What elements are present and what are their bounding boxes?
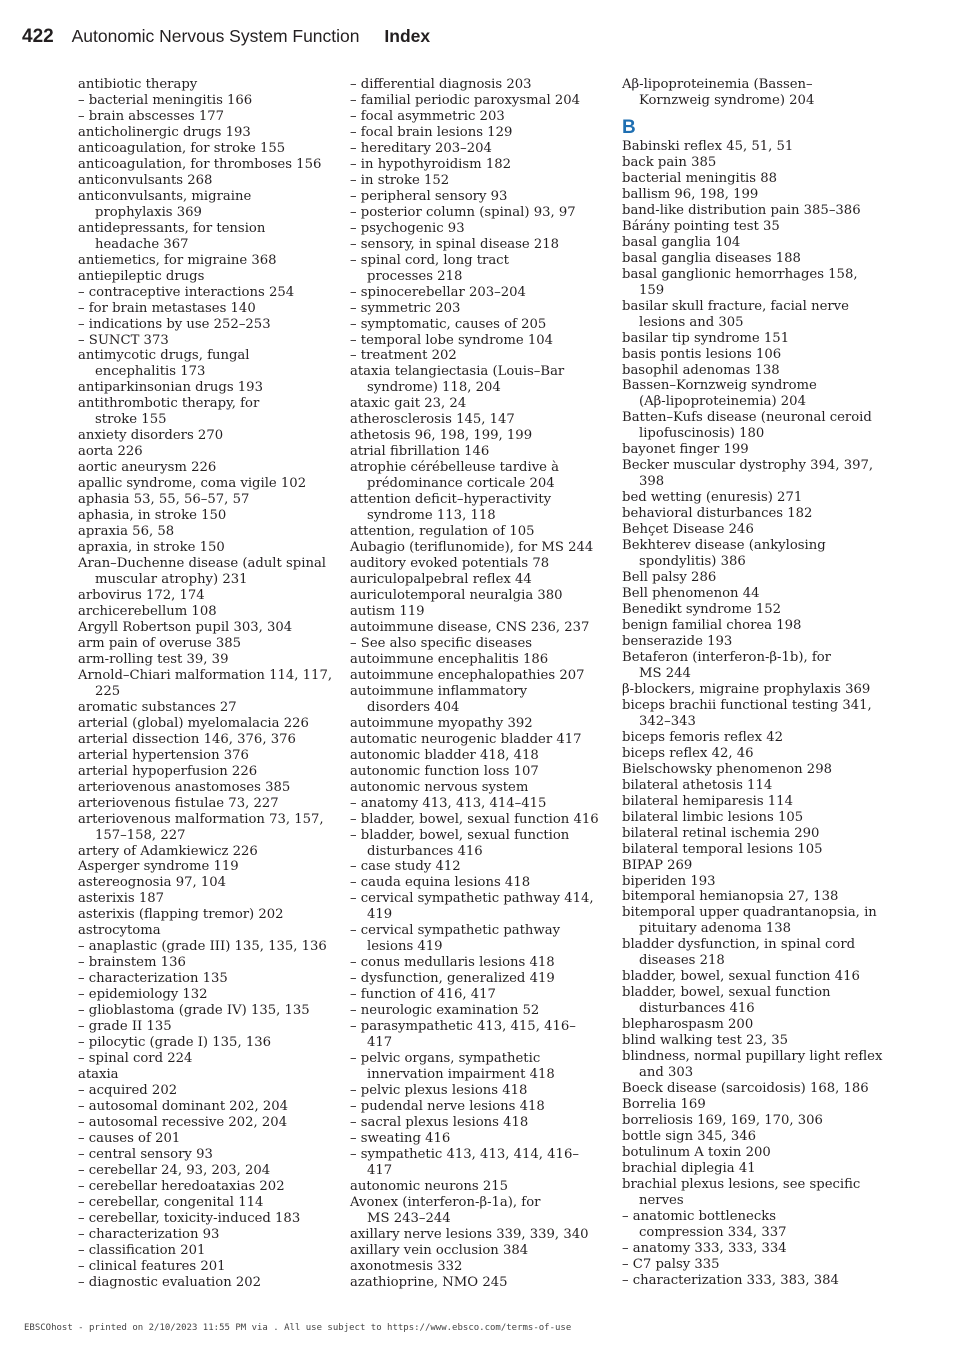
index-entry: aphasia 53, 55, 56–57, 57 [78, 492, 250, 508]
index-entry: – focal asymmetric 203 [350, 108, 505, 124]
index-entry: anticonvulsants 268 [78, 172, 213, 188]
index-entry: botulinum A toxin 200 [622, 1144, 771, 1160]
index-entry: 398 [639, 474, 665, 490]
index-entry: – cerebellar, toxicity-induced 183 [78, 1210, 301, 1226]
index-entry: Bell phenomenon 44 [622, 586, 760, 602]
index-letter-heading: B [622, 116, 636, 138]
book-title: Autonomic Nervous System Function [71, 26, 360, 46]
index-entry: arterial hypertension 376 [78, 747, 249, 763]
index-entry: biceps reflex 42, 46 [622, 745, 754, 761]
index-entry: basilar skull fracture, facial nerve [622, 298, 849, 314]
index-entry: arbovirus 172, 174 [78, 588, 205, 603]
index-entry: Babinski reflex 45, 51, 51 [622, 138, 794, 154]
index-entry: Bekhterev disease (ankylosing [622, 538, 826, 554]
index-entry: – anatomy 413, 413, 414–415 [350, 795, 547, 811]
index-entry: spondylitis) 386 [639, 554, 746, 570]
index-entry: arm pain of overuse 385 [78, 635, 242, 651]
index-entry: bilateral retinal ischemia 290 [622, 825, 820, 841]
index-entry: MS 244 [639, 665, 691, 681]
index-entry: β-blockers, migraine prophylaxis 369 [622, 681, 871, 697]
index-entry: – dysfunction, generalized 419 [350, 971, 555, 987]
index-entry: – clinical features 201 [78, 1258, 226, 1274]
index-entry: – anatomy 333, 333, 334 [622, 1240, 787, 1256]
index-entry: antimycotic drugs, fungal [78, 348, 250, 364]
index-entry: – acquired 202 [78, 1083, 178, 1099]
index-entry: – central sensory 93 [78, 1146, 213, 1162]
index-entry: apraxia, in stroke 150 [78, 540, 225, 556]
index-entry: prédominance corticale 204 [367, 476, 555, 492]
index-entry: BIPAP 269 [622, 857, 693, 873]
index-entry: basal ganglia diseases 188 [622, 250, 801, 266]
index-entry: blind walking test 23, 35 [622, 1033, 789, 1049]
index-entry: Behçet Disease 246 [622, 522, 754, 538]
index-entry: – sensory, in spinal disease 218 [350, 236, 560, 252]
index-entry: – symmetric 203 [350, 300, 461, 316]
index-entry: (Aβ-lipoproteinemia) 204 [639, 394, 806, 410]
index-entry: atherosclerosis 145, 147 [350, 412, 515, 428]
index-entry: – peripheral sensory 93 [350, 188, 508, 204]
index-entry: ataxic gait 23, 24 [350, 396, 467, 412]
index-entry: – See also specific diseases [350, 635, 533, 651]
index-entry: Bell palsy 286 [622, 570, 717, 586]
index-entry: – function of 416, 417 [350, 987, 496, 1003]
index-entry: – spinocerebellar 203–204 [350, 284, 526, 300]
index-entry: blindness, normal pupillary light reflex [622, 1049, 883, 1065]
index-entry: basophil adenomas 138 [622, 362, 780, 378]
index-entry: – contraceptive interactions 254 [78, 284, 295, 300]
index-entry: bed wetting (enuresis) 271 [622, 490, 803, 506]
index-entry: Aubagio (teriflunomide), for MS 244 [350, 540, 594, 556]
index-entry: anticholinergic drugs 193 [78, 124, 251, 140]
index-entry: 417 [367, 1035, 393, 1051]
index-entry: ataxia [78, 1067, 119, 1083]
index-entry: – in hypothyroidism 182 [350, 156, 512, 172]
index-entry: – for brain metastases 140 [78, 300, 256, 316]
index-entry: – cervical sympathetic pathway [350, 923, 561, 939]
index-entry: disturbances 416 [639, 1001, 755, 1017]
index-entry: pituitary adenoma 138 [639, 921, 792, 937]
index-entry: lesions and 305 [639, 314, 744, 330]
index-entry: – bladder, bowel, sexual function [350, 827, 570, 843]
index-entry: – classification 201 [78, 1242, 206, 1258]
index-entry: and 303 [639, 1065, 694, 1081]
index-entry: – glioblastoma (grade IV) 135, 135 [78, 1003, 310, 1019]
index-entry: Becker muscular dystrophy 394, 397, [622, 458, 874, 474]
index-entry: – cerebellar 24, 93, 203, 204 [78, 1162, 271, 1178]
index-entry: autonomic bladder 418, 418 [350, 747, 539, 763]
index-entry: Benedikt syndrome 152 [622, 602, 782, 618]
index-entry: auriculotemporal neuralgia 380 [350, 588, 563, 603]
index-entry: – pelvic organs, sympathetic [350, 1051, 541, 1067]
index-entry: autoimmune encephalopathies 207 [350, 667, 585, 683]
index-entry: – cerebellar heredoataxias 202 [78, 1178, 285, 1194]
index-entry: autonomic neurons 215 [350, 1178, 508, 1194]
index-entry: biceps femoris reflex 42 [622, 729, 783, 745]
index-entry: antithrombotic therapy, for [78, 396, 260, 412]
index-entry: bacterial meningitis 88 [622, 170, 778, 186]
index-entry: – familial periodic paroxysmal 204 [350, 92, 581, 108]
index-entry: back pain 385 [622, 154, 717, 170]
index-entry: Bielschowsky phenomenon 298 [622, 761, 832, 777]
index-entry: artery of Adamkiewicz 226 [78, 843, 258, 859]
index-entry: antibiotic therapy [78, 77, 198, 92]
index-entry: bayonet finger 199 [622, 442, 749, 458]
index-entry: autonomic nervous system [350, 779, 529, 795]
index-entry: – pelvic plexus lesions 418 [350, 1083, 528, 1099]
index-entry: Argyll Robertson pupil 303, 304 [78, 619, 293, 635]
index-entry: basis pontis lesions 106 [622, 346, 782, 362]
index-entry: – in stroke 152 [350, 172, 450, 188]
index-entry: Avonex (interferon-β-1a), for [350, 1194, 541, 1210]
index-entry: – pilocytic (grade I) 135, 136 [78, 1035, 271, 1051]
index-entry: archicerebellum 108 [78, 603, 217, 619]
index-entry: autoimmune encephalitis 186 [350, 651, 549, 667]
index-entry: – anatomic bottlenecks [622, 1208, 776, 1224]
index-entry: – treatment 202 [350, 348, 457, 364]
index-entry: anxiety disorders 270 [78, 428, 224, 444]
index-entry: encephalitis 173 [95, 364, 206, 380]
index-entry: innervation impairment 418 [367, 1067, 555, 1083]
index-entry: brachial diplegia 41 [622, 1160, 756, 1176]
index-entry: bilateral athetosis 114 [622, 777, 773, 793]
index-entry: autonomic function loss 107 [350, 763, 539, 779]
index-entry: athetosis 96, 198, 199, 199 [350, 428, 533, 444]
index-entry: – spinal cord 224 [78, 1051, 193, 1067]
index-entry: – cerebellar, congenital 114 [78, 1194, 264, 1210]
index-entry: aromatic substances 27 [78, 699, 237, 715]
index-entry: attention deficit–hyperactivity [350, 492, 552, 508]
index-entry: – sacral plexus lesions 418 [350, 1114, 529, 1130]
index-entry: automatic neurogenic bladder 417 [350, 731, 582, 747]
index-entry: – bladder, bowel, sexual function 416 [350, 811, 599, 827]
index-entry: brachial plexus lesions, see specific [622, 1176, 861, 1192]
index-entry: nerves [639, 1192, 684, 1208]
index-entry: astrocytoma [78, 923, 161, 939]
index-entry: astereognosia 97, 104 [78, 875, 227, 891]
index-entry: Batten–Kufs disease (neuronal ceroid [622, 410, 872, 426]
index-entry: basal ganglia 104 [622, 234, 741, 250]
index-entry: disorders 404 [367, 699, 460, 715]
index-entry: arterial dissection 146, 376, 376 [78, 731, 296, 747]
index-entry: basilar tip syndrome 151 [622, 330, 790, 346]
index-entry: Aran–Duchenne disease (adult spinal [78, 556, 327, 572]
index-entry: axillary vein occlusion 384 [350, 1242, 529, 1258]
index-entry: aorta 226 [78, 444, 143, 460]
page-number: 422 [22, 26, 54, 47]
index-entry: – causes of 201 [78, 1130, 181, 1146]
index-entry: antiparkinsonian drugs 193 [78, 380, 263, 396]
index-entry: – characterization 333, 383, 384 [622, 1272, 839, 1288]
index-entry: – brainstem 136 [78, 955, 186, 971]
index-entry: anticoagulation, for stroke 155 [78, 140, 286, 156]
index-entry: prophylaxis 369 [95, 204, 202, 220]
index-entry: – characterization 93 [78, 1226, 220, 1242]
index-entry: aphasia, in stroke 150 [78, 508, 227, 524]
index-entry: antiepileptic drugs [78, 268, 205, 284]
index-entry: Bassen–Kornzweig syndrome [622, 378, 817, 394]
index-entry: – posterior column (spinal) 93, 97 [350, 204, 576, 220]
index-entry: disturbances 416 [367, 843, 483, 859]
index-entry: – autosomal dominant 202, 204 [78, 1099, 289, 1114]
index-entry: azathioprine, NMO 245 [350, 1274, 508, 1290]
index-entry: atrophie cérébelleuse tardive à [350, 460, 560, 476]
index-entry: – symptomatic, causes of 205 [350, 316, 547, 332]
index-entry: – anaplastic (grade III) 135, 135, 136 [78, 939, 327, 955]
index-entry: Arnold–Chiari malformation 114, 117, [78, 667, 333, 683]
index-entry: benserazide 193 [622, 633, 733, 649]
index-entry: 157–158, 227 [95, 827, 186, 843]
index-entry: basal ganglionic hemorrhages 158, [622, 266, 858, 282]
index-entry: – C7 palsy 335 [622, 1256, 720, 1272]
index-entry: Kornzweig syndrome) 204 [639, 92, 815, 108]
index-entry: headache 367 [95, 236, 189, 252]
index-entry: – spinal cord, long tract [350, 252, 509, 268]
index-entry: processes 218 [367, 268, 463, 284]
index-entry: attention, regulation of 105 [350, 524, 535, 540]
index-entry: – temporal lobe syndrome 104 [350, 332, 554, 348]
index-entry: bladder dysfunction, in spinal cord [622, 937, 856, 953]
index-entry: 159 [639, 282, 665, 298]
index-entry: asterixis (flapping tremor) 202 [78, 907, 284, 923]
index-entry: – case study 412 [350, 859, 461, 875]
index-entry: – hereditary 203–204 [350, 140, 492, 156]
index-column-2 [350, 77, 602, 1291]
index-entry: behavioral disturbances 182 [622, 506, 813, 522]
index-entry: autoimmune myopathy 392 [350, 715, 533, 731]
index-entry: autoimmune disease, CNS 236, 237 [350, 619, 590, 635]
index-entry: apallic syndrome, coma vigile 102 [78, 476, 307, 492]
index-entry: anticoagulation, for thromboses 156 [78, 156, 322, 172]
index-entry: – autosomal recessive 202, 204 [78, 1114, 288, 1130]
index-entry: – diagnostic evaluation 202 [78, 1274, 262, 1290]
index-entry: Bárány pointing test 35 [622, 218, 780, 234]
index-entry: – brain abscesses 177 [78, 108, 225, 124]
index-entry: – characterization 135 [78, 971, 228, 987]
index-entry: bladder, bowel, sexual function [622, 985, 831, 1001]
index-entry: bladder, bowel, sexual function 416 [622, 969, 860, 985]
index-entry: asterixis 187 [78, 891, 165, 907]
index-entry: 419 [367, 907, 393, 923]
index-entry: antidepressants, for tension [78, 220, 266, 236]
index-entry: stroke 155 [95, 412, 167, 428]
index-entry: axonotmesis 332 [350, 1258, 463, 1274]
index-entry: 225 [95, 683, 121, 699]
index-entry: diseases 218 [639, 953, 725, 969]
index-entry: – sweating 416 [350, 1130, 451, 1146]
index-entry: 417 [367, 1162, 393, 1178]
index-entry: benign familial chorea 198 [622, 618, 802, 633]
index-entry: – cauda equina lesions 418 [350, 875, 531, 891]
index-entry: autism 119 [350, 603, 425, 619]
index-entry: arm-rolling test 39, 39 [78, 651, 229, 667]
index-entry: Aβ-lipoproteinemia (Bassen– [622, 77, 813, 92]
index-entry: arteriovenous anastomoses 385 [78, 779, 291, 795]
index-entry: ataxia telangiectasia (Louis–Bar [350, 364, 565, 380]
index-entry: – pudendal nerve lesions 418 [350, 1099, 545, 1114]
index-entry: muscular atrophy) 231 [95, 572, 248, 588]
index-entry: bitemporal hemianopsia 27, 138 [622, 889, 839, 905]
index-entry: – parasympathetic 413, 415, 416– [350, 1019, 576, 1035]
index-entry: atrial fibrillation 146 [350, 444, 490, 460]
index-entry: lipofuscinosis) 180 [639, 426, 765, 442]
index-entry: – psychogenic 93 [350, 220, 465, 236]
index-entry: – grade II 135 [78, 1019, 172, 1035]
index-column-3 [622, 77, 883, 1289]
index-entry: bilateral limbic lesions 105 [622, 809, 804, 825]
index-entry: Borrelia 169 [622, 1097, 706, 1113]
index-entry: – epidemiology 132 [78, 987, 208, 1003]
footer-notice: EBSCOhost - printed on 2/10/2023 11:55 PM via . All use subject to https://www.ebsco.com/terms-of-use [24, 1323, 572, 1333]
index-entry: MS 243–244 [367, 1210, 451, 1226]
index-entry: anticonvulsants, migraine [78, 188, 252, 204]
index-entry: Boeck disease (sarcoidosis) 168, 186 [622, 1081, 869, 1097]
index-entry: arteriovenous malformation 73, 157, [78, 811, 324, 827]
index-entry: axillary nerve lesions 339, 339, 340 [350, 1226, 589, 1242]
index-entry: bilateral temporal lesions 105 [622, 841, 823, 857]
index-entry: biceps brachii functional testing 341, [622, 697, 872, 713]
index-entry: arteriovenous fistulae 73, 227 [78, 795, 279, 811]
index-entry: antiemetics, for migraine 368 [78, 252, 277, 268]
section-title: Index [384, 26, 431, 46]
index-entry: – bacterial meningitis 166 [78, 92, 253, 108]
index-entry: ballism 96, 198, 199 [622, 186, 759, 202]
index-entry: 342–343 [639, 713, 696, 729]
index-entry: – differential diagnosis 203 [350, 77, 532, 92]
index-entry: aortic aneurysm 226 [78, 460, 217, 476]
index-entry: biperiden 193 [622, 873, 716, 889]
index-entry: – focal brain lesions 129 [350, 124, 513, 140]
index-entry: bitemporal upper quadrantanopsia, in [622, 905, 877, 921]
index-entry: – sympathetic 413, 413, 414, 416– [350, 1146, 579, 1162]
index-entry: – conus medullaris lesions 418 [350, 955, 555, 971]
index-entry: – neurologic examination 52 [350, 1003, 540, 1019]
index-entry: auditory evoked potentials 78 [350, 556, 550, 572]
index-entry: arterial hypoperfusion 226 [78, 763, 258, 779]
index-entry: syndrome) 118, 204 [367, 380, 501, 396]
index-entry: syndrome 113, 118 [367, 508, 496, 524]
index-entry: band-like distribution pain 385–386 [622, 202, 861, 218]
index-entry: apraxia 56, 58 [78, 524, 175, 540]
index-entry: blepharospasm 200 [622, 1017, 754, 1033]
index-entry: bottle sign 345, 346 [622, 1129, 757, 1144]
index-entry: – cervical sympathetic pathway 414, [350, 891, 594, 907]
index-entry: lesions 419 [367, 939, 443, 955]
index-entry: – SUNCT 373 [78, 332, 169, 348]
index-entry: autoimmune inflammatory [350, 683, 528, 699]
index-entry: auriculopalpebral reflex 44 [350, 572, 532, 588]
index-entry: compression 334, 337 [639, 1224, 787, 1240]
index-column-1 [78, 77, 333, 1291]
index-entry: – indications by use 252–253 [78, 316, 271, 332]
index-entry: arterial (global) myelomalacia 226 [78, 715, 309, 731]
index-entry: Asperger syndrome 119 [78, 859, 239, 875]
index-entry: Betaferon (interferon-β-1b), for [622, 649, 831, 665]
index-entry: borreliosis 169, 169, 170, 306 [622, 1113, 823, 1129]
running-header [22, 24, 430, 52]
index-entry: bilateral hemiparesis 114 [622, 793, 793, 809]
